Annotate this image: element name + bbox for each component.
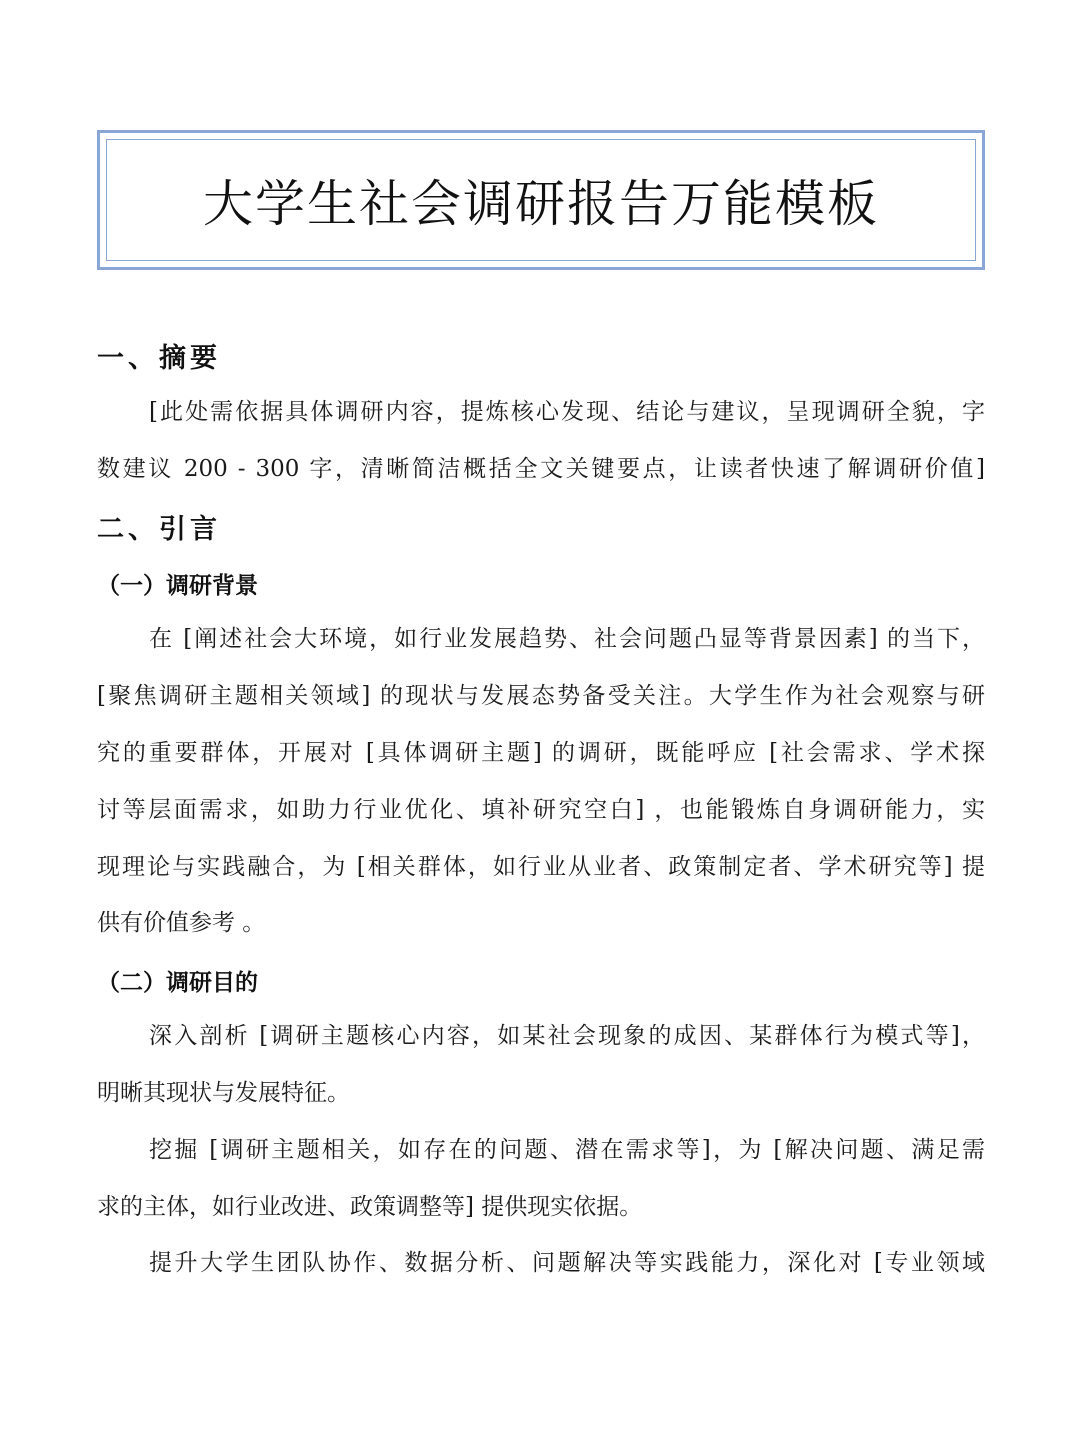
background-line-3: 究的重要群体，开展对 [具体调研主题] 的调研，既能呼应 [社会需求、学术探 bbox=[97, 740, 985, 766]
heading-abstract: 一、摘要 bbox=[97, 343, 221, 374]
document-title: 大学生社会调研报告万能模板 bbox=[203, 175, 879, 233]
background-line-5: 现理论与实践融合，为 [相关群体，如行业从业者、政策制定者、学术研究等] 提 bbox=[97, 854, 985, 880]
purpose-line-1: 深入剖析 [调研主题核心内容，如某社会现象的成因、某群体行为模式等]， bbox=[149, 1023, 985, 1049]
subheading-background: （一）调研背景 bbox=[97, 572, 258, 599]
background-line-6: 供有价值参考 。 bbox=[97, 910, 266, 936]
heading-introduction: 二、引言 bbox=[97, 514, 221, 545]
background-line-4: 讨等层面需求，如助力行业优化、填补研究空白] ，也能锻炼自身调研能力，实 bbox=[97, 797, 985, 823]
subheading-purpose: （二）调研目的 bbox=[97, 969, 258, 996]
purpose-line-4: 求的主体，如行业改进、政策调整等] 提供现实依据。 bbox=[97, 1194, 643, 1220]
background-line-2: [聚焦调研主题相关领域] 的现状与发展态势备受关注。大学生作为社会观察与研 bbox=[97, 683, 985, 709]
title-box bbox=[97, 130, 985, 270]
background-line-1: 在 [阐述社会大环境，如行业发展趋势、社会问题凸显等背景因素] 的当下， bbox=[149, 626, 985, 652]
abstract-line-2: 数建议 200 - 300 字，清晰简洁概括全文关键要点，让读者快速了解调研价值] bbox=[97, 456, 985, 482]
abstract-line-1: [此处需依据具体调研内容，提炼核心发现、结论与建议，呈现调研全貌，字 bbox=[149, 399, 985, 425]
purpose-line-3: 挖掘 [调研主题相关，如存在的问题、潜在需求等]，为 [解决问题、满足需 bbox=[149, 1137, 985, 1163]
title-box-inner-border bbox=[106, 139, 976, 261]
purpose-line-2: 明晰其现状与发展特征。 bbox=[97, 1080, 350, 1106]
purpose-line-5: 提升大学生团队协作、数据分析、问题解决等实践能力，深化对 [专业领域 bbox=[149, 1250, 985, 1276]
